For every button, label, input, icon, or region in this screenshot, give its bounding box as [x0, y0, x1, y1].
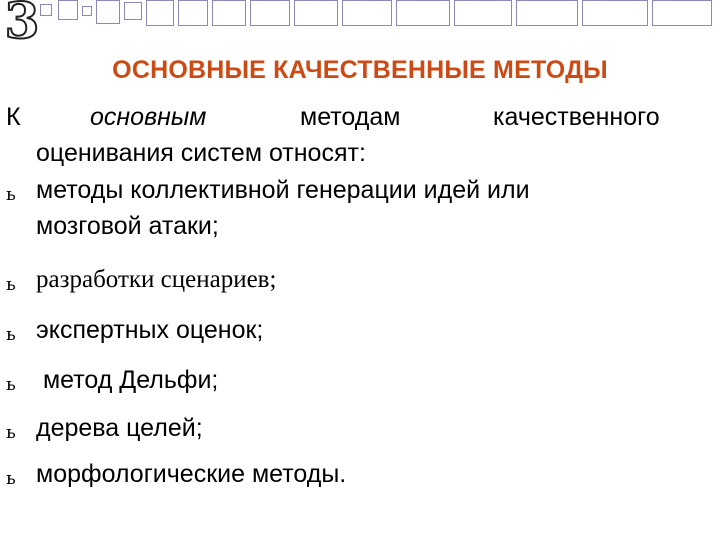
list-item-4: метод Дельфи;	[36, 366, 219, 394]
bullet-icon: ь	[6, 184, 16, 205]
list-item-5: дерева целей;	[36, 414, 203, 442]
list-item-3: экспертных оценок;	[36, 316, 264, 344]
list-item-6: морфологические методы.	[36, 460, 347, 488]
decorative-square-strip	[40, 0, 720, 30]
strip-square	[96, 0, 120, 24]
number-three-logo: 3	[4, 0, 40, 50]
strip-square	[396, 0, 450, 26]
list-item-1-line-2: мозговой атаки;	[36, 212, 219, 240]
strip-square	[250, 0, 290, 26]
slide-title: ОСНОВНЫЕ КАЧЕСТВЕННЫЕ МЕТОДЫ	[112, 56, 608, 84]
strip-square	[582, 0, 648, 26]
bullet-icon: ь	[6, 422, 16, 443]
strip-square	[58, 0, 78, 20]
strip-square	[146, 0, 174, 26]
strip-square	[124, 2, 142, 20]
list-item-1-line-1: методы коллективной генерации идей или	[36, 176, 530, 204]
bullet-icon: ь	[6, 274, 16, 295]
intro-word-3: качественного	[493, 103, 660, 131]
bullet-icon: ь	[6, 468, 16, 489]
intro-line-2: оценивания систем относят:	[36, 139, 366, 167]
strip-square	[212, 0, 246, 26]
intro-first-letter: К	[6, 103, 21, 131]
strip-square	[342, 0, 392, 26]
strip-square	[178, 0, 208, 26]
bullet-icon: ь	[6, 374, 16, 395]
bullet-icon: ь	[6, 324, 16, 345]
strip-square	[82, 6, 92, 16]
intro-word-2: методам	[300, 103, 401, 131]
strip-square	[454, 0, 512, 26]
strip-square	[294, 0, 338, 26]
strip-square	[516, 0, 578, 26]
list-item-2: разработки сценариев;	[36, 266, 277, 293]
intro-word-1: основным	[90, 103, 207, 131]
strip-square	[652, 0, 712, 26]
